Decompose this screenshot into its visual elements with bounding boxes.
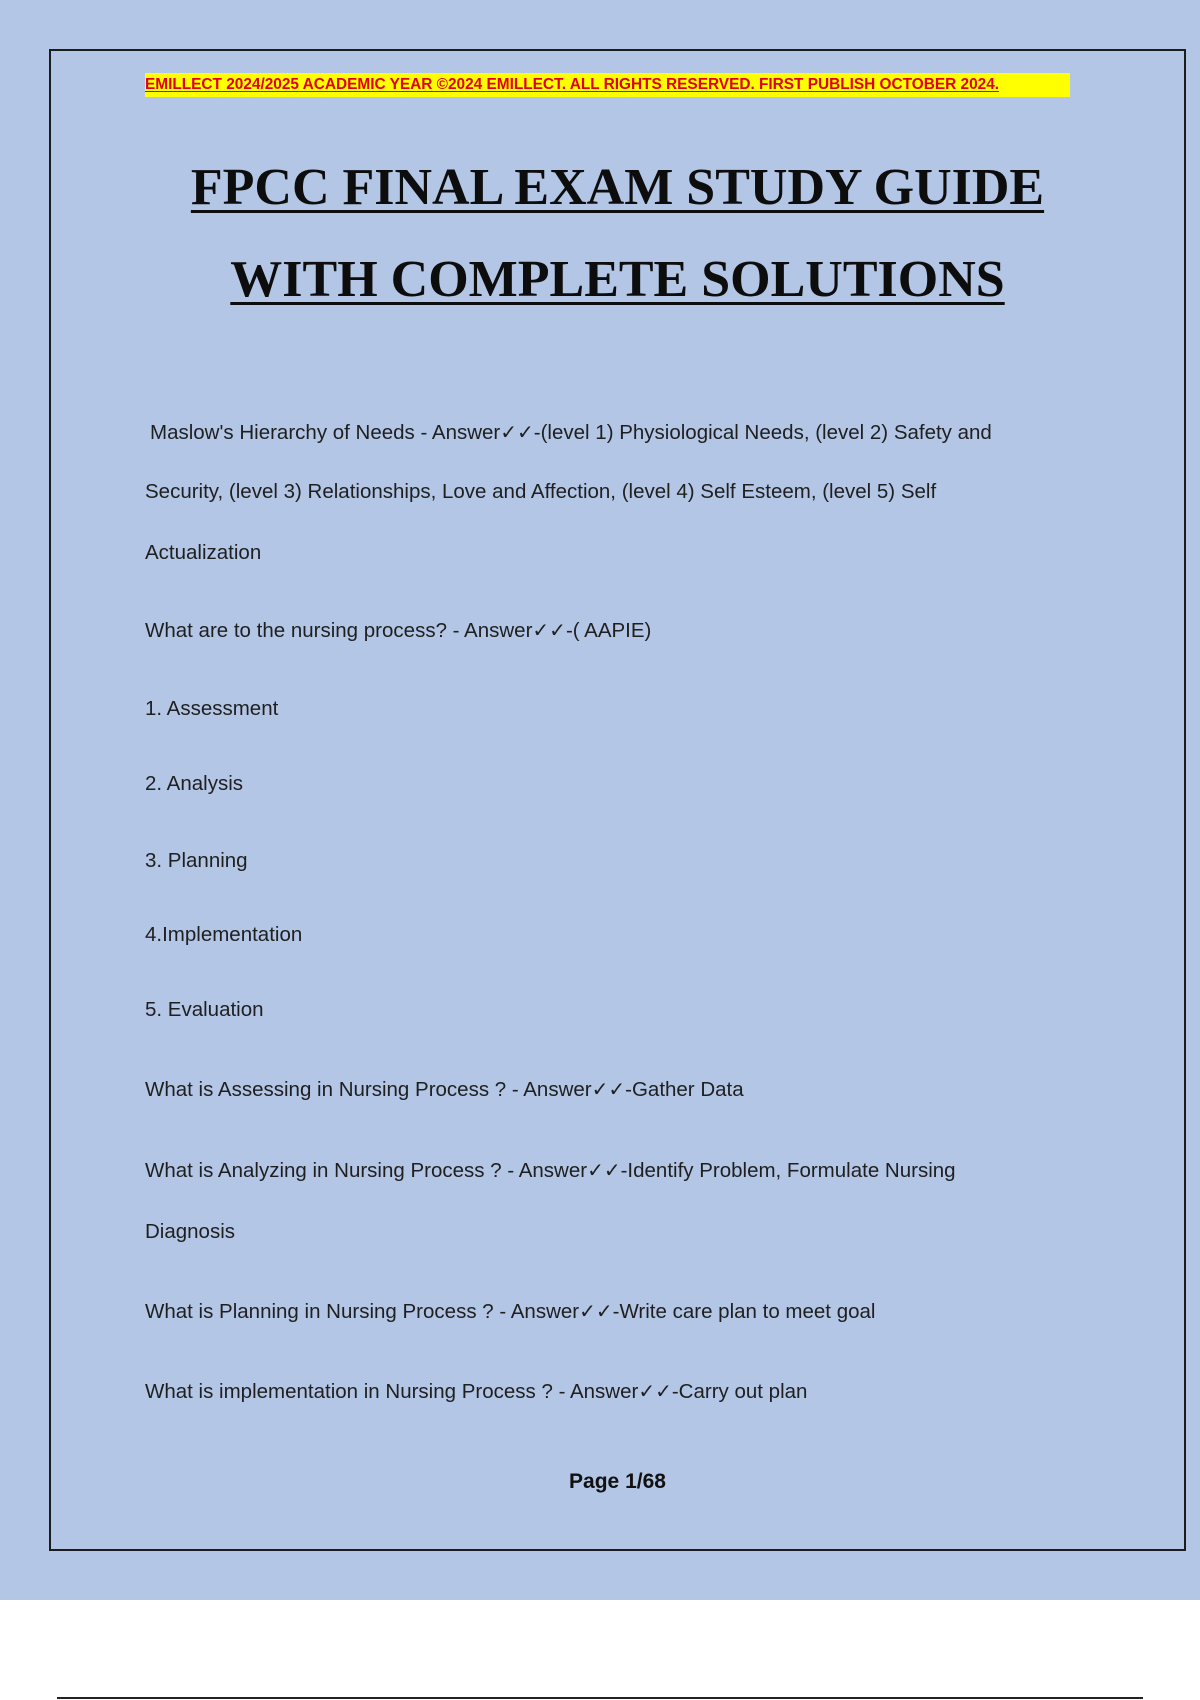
list-item-step-4: 4.Implementation [145, 923, 303, 946]
question-text: What is Assessing in Nursing Process ? - Answer [145, 1078, 592, 1101]
question-text: What is Analyzing in Nursing Process ? - Answer [145, 1159, 588, 1182]
answer-text: -Write care plan to meet goal [612, 1300, 876, 1323]
answer-text: -(level 1) Physiological Needs, (level 2) Safety and [533, 421, 992, 444]
list-item-step-2: 2. Analysis [145, 772, 243, 795]
checkmark-icon: ✓✓ [532, 618, 566, 642]
document-title-line-1: FPCC FINAL EXAM STUDY GUIDE [190, 159, 1045, 216]
question-text: What is Planning in Nursing Process ? - Answer [145, 1300, 580, 1323]
list-item-step-3: 3. Planning [145, 849, 248, 872]
qa-nursing-process [145, 616, 1065, 645]
checkmark-icon: ✓✓ [591, 1077, 626, 1101]
question-text: Maslow's Hierarchy of Needs - Answer [150, 421, 501, 444]
question-text: What is implementation in Nursing Process ? - Answer [145, 1380, 639, 1403]
divider [57, 1697, 1143, 1699]
page-number: Page 1/68 [569, 1470, 666, 1493]
answer-text: -Carry out plan [671, 1380, 808, 1403]
document-title-line-2: WITH COMPLETE SOLUTIONS [230, 251, 1005, 308]
qa-analyzing-line-2: Diagnosis [145, 1220, 236, 1243]
answer-text: -Identify Problem, Formulate Nursing [620, 1159, 956, 1182]
copyright-banner: EMILLECT 2024/2025 ACADEMIC YEAR ©2024 EMILLECT. ALL RIGHTS RESERVED. FIRST PUBLISH OCTOBER 2024. [145, 73, 1070, 97]
qa-analyzing-line-1 [145, 1156, 1065, 1185]
qa-assessing [145, 1075, 1065, 1104]
answer-text: -Gather Data [625, 1078, 744, 1101]
qa-maslow-line-3: Actualization [145, 541, 262, 564]
qa-maslow-line-2: Security, (level 3) Relationships, Love and Affection, (level 4) Self Esteem, (level 5) Self [145, 480, 937, 503]
qa-implementation [145, 1377, 1065, 1406]
qa-maslow-line-1 [150, 418, 1070, 447]
question-text: What are to the nursing process? - Answer [145, 619, 533, 642]
answer-text: -( AAPIE) [565, 619, 652, 642]
qa-planning [145, 1297, 1065, 1326]
list-item-step-5: 5. Evaluation [145, 998, 264, 1021]
checkmark-icon: ✓✓ [587, 1158, 621, 1182]
checkmark-icon: ✓✓ [500, 420, 534, 444]
checkmark-icon: ✓✓ [638, 1379, 672, 1403]
list-item-step-1: 1. Assessment [145, 697, 279, 720]
checkmark-icon: ✓✓ [579, 1299, 613, 1323]
